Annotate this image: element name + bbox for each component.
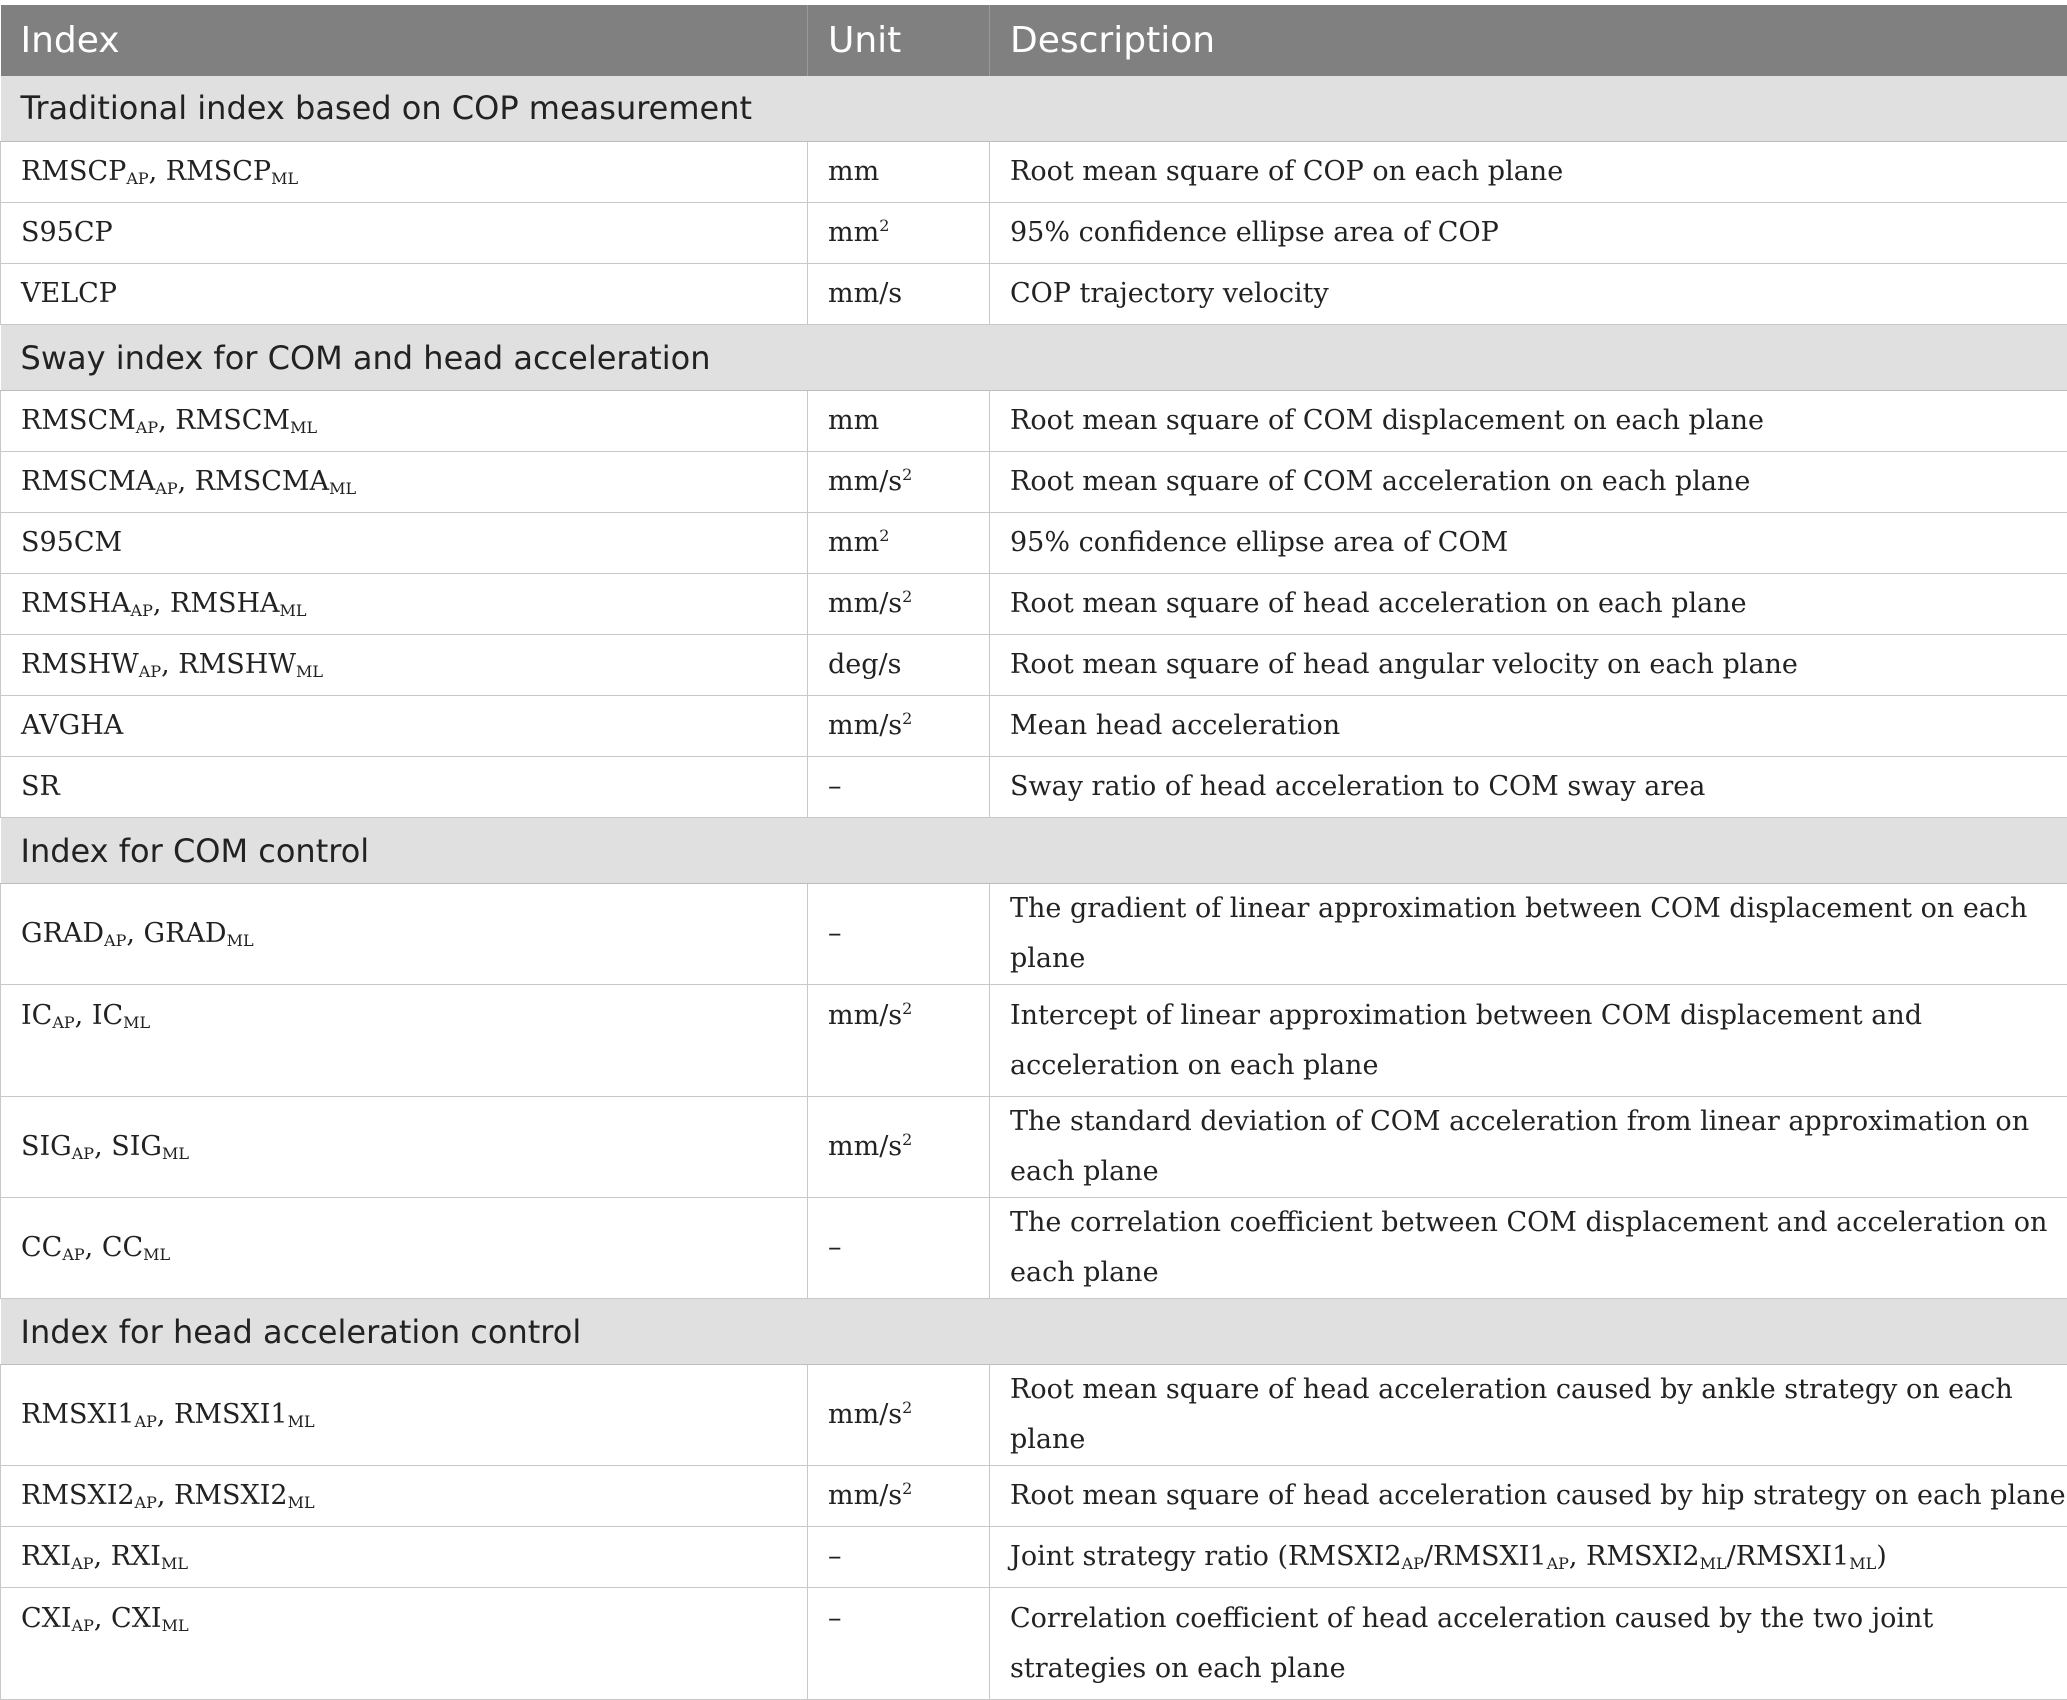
table-row (1, 574, 2067, 635)
cell-superscript: 2 (879, 216, 889, 235)
cell-index (1, 574, 808, 635)
cell-text: IC (21, 1000, 52, 1031)
cell-subscript: ML (296, 662, 323, 681)
cell-subscript: AP (72, 1144, 94, 1163)
cell-subscript: ML (290, 418, 317, 437)
cell-text: Root mean square of head acceleration caused by ankle strategy on each plane (1010, 1374, 2013, 1455)
cell-superscript: 2 (902, 1398, 912, 1417)
cell-subscript: ML (123, 1013, 150, 1032)
cell-superscript: 2 (902, 465, 912, 484)
cell-index (1, 985, 808, 1097)
cell-text: Root mean square of COP on each plane (1010, 156, 1563, 187)
cell-text: AVGHA (21, 710, 123, 741)
cell-text: – (828, 918, 842, 949)
cell-text: Mean head acceleration (1010, 710, 1340, 741)
table-row (1, 513, 2067, 574)
table-row (1, 635, 2067, 696)
cell-description (990, 1527, 2067, 1588)
section-header-row (1, 1299, 2067, 1365)
cell-text: Joint strategy ratio (RMSXI2 (1010, 1541, 1402, 1572)
cell-unit (808, 696, 990, 757)
cell-description (990, 452, 2067, 513)
cell-index (1, 635, 808, 696)
table-row (1, 757, 2067, 818)
cell-unit (808, 1097, 990, 1198)
cell-unit (808, 1198, 990, 1299)
cell-index (1, 1588, 808, 1700)
cell-unit (808, 1365, 990, 1466)
cell-superscript: 2 (879, 526, 889, 545)
cell-text: , RMSXI2 (1569, 1541, 1700, 1572)
table-row (1, 1198, 2067, 1299)
cell-subscript: ML (288, 1493, 315, 1512)
cell-unit (808, 1527, 990, 1588)
cell-text: – (828, 1232, 842, 1263)
cell-unit (808, 264, 990, 325)
cell-subscript: AP (131, 601, 153, 620)
cell-text: , RMSHW (161, 649, 296, 680)
cell-text: deg/s (828, 649, 902, 680)
cell-text: GRAD (21, 918, 104, 949)
cell-text: RMSCP (21, 156, 126, 187)
cell-text: , CC (85, 1232, 143, 1263)
cell-index (1, 757, 808, 818)
table-row (1, 1588, 2067, 1700)
section-header-row (1, 818, 2067, 884)
cell-index (1, 1466, 808, 1527)
cell-subscript: AP (72, 1616, 94, 1635)
cell-index (1, 264, 808, 325)
cell-text: The gradient of linear approximation between COM displacement on each plane (1010, 893, 2027, 974)
cell-text: 95% confidence ellipse area of COP (1010, 217, 1499, 248)
cell-text: RMSHA (21, 588, 131, 619)
cell-subscript: ML (271, 169, 298, 188)
cell-text: SR (21, 771, 60, 802)
cell-text: mm/s (828, 278, 902, 309)
cell-subscript: ML (143, 1245, 170, 1264)
cell-text: – (828, 771, 842, 802)
cell-subscript: AP (136, 418, 158, 437)
cell-description (990, 1198, 2067, 1299)
cell-text: SIG (21, 1131, 72, 1162)
cell-text: RMSCMA (21, 466, 155, 497)
cell-text: VELCP (21, 278, 117, 309)
cell-superscript: 2 (902, 1130, 912, 1149)
cell-index (1, 1097, 808, 1198)
table-row (1, 452, 2067, 513)
section-title: Index for head acceleration control (1, 1299, 2067, 1365)
section-title: Traditional index based on COP measurement (1, 76, 2067, 142)
cell-description (990, 391, 2067, 452)
cell-text: mm/s (828, 710, 902, 741)
cell-text: CC (21, 1232, 62, 1263)
cell-text: mm/s (828, 588, 902, 619)
table-header (1, 3, 2067, 76)
cell-text: mm/s (828, 1480, 902, 1511)
cell-text: RMSHW (21, 649, 139, 680)
cell-subscript: AP (126, 169, 148, 188)
cell-index (1, 1365, 808, 1466)
cell-text: , RMSXI2 (157, 1480, 288, 1511)
cell-index (1, 391, 808, 452)
cell-subscript: AP (71, 1554, 93, 1573)
cell-description (990, 1097, 2067, 1198)
cell-text: , RXI (94, 1541, 161, 1572)
cell-unit (808, 391, 990, 452)
cell-unit (808, 203, 990, 264)
section-header-row (1, 325, 2067, 391)
cell-subscript: AP (1547, 1554, 1569, 1573)
cell-superscript: 2 (902, 709, 912, 728)
cell-subscript: ML (280, 601, 307, 620)
cell-index (1, 696, 808, 757)
cell-text: Root mean square of COM acceleration on each plane (1010, 466, 1750, 497)
cell-text: /RMSXI1 (1424, 1541, 1547, 1572)
cell-text: RXI (21, 1541, 71, 1572)
cell-text: Root mean square of head acceleration on each plane (1010, 588, 1747, 619)
cell-index (1, 142, 808, 203)
cell-subscript: ML (162, 1616, 189, 1635)
cell-description (990, 513, 2067, 574)
table-body (1, 76, 2067, 1700)
cell-text: , RMSCM (158, 405, 290, 436)
cell-text: CXI (21, 1603, 72, 1634)
cell-description (990, 203, 2067, 264)
cell-text: ) (1876, 1541, 1887, 1572)
table-row (1, 1365, 2067, 1466)
cell-text: mm/s (828, 466, 902, 497)
cell-text: – (828, 1603, 842, 1634)
cell-subscript: AP (62, 1245, 84, 1264)
column-header-index: Index (1, 3, 808, 76)
cell-text: mm/s (828, 1000, 902, 1031)
table-row (1, 1466, 2067, 1527)
cell-subscript: AP (104, 931, 126, 950)
cell-text: mm (828, 217, 879, 248)
cell-text: , CXI (94, 1603, 162, 1634)
cell-description (990, 985, 2067, 1097)
cell-text: Root mean square of COM displacement on each plane (1010, 405, 1764, 436)
cell-unit (808, 884, 990, 985)
section-header-row (1, 76, 2067, 142)
cell-unit (808, 985, 990, 1097)
cell-unit (808, 757, 990, 818)
cell-text: Sway ratio of head acceleration to COM sway area (1010, 771, 1705, 802)
cell-text: mm (828, 527, 879, 558)
cell-text: RMSXI1 (21, 1399, 135, 1430)
cell-index (1, 1198, 808, 1299)
cell-description (990, 264, 2067, 325)
cell-unit (808, 513, 990, 574)
cell-subscript: AP (1402, 1554, 1424, 1573)
cell-text: Correlation coefficient of head acceleration caused by the two joint strategies on each plane (1010, 1603, 1933, 1684)
cell-description (990, 574, 2067, 635)
cell-text: S95CM (21, 527, 122, 558)
cell-unit (808, 1588, 990, 1700)
cell-unit (808, 635, 990, 696)
cell-text: , RMSXI1 (157, 1399, 288, 1430)
cell-subscript: ML (1700, 1554, 1727, 1573)
cell-text: , RMSCP (149, 156, 271, 187)
cell-subscript: AP (155, 479, 177, 498)
cell-text: , IC (75, 1000, 124, 1031)
cell-text: Intercept of linear approximation between COM displacement and acceleration on each plane (1010, 1000, 1922, 1081)
cell-subscript: AP (135, 1493, 157, 1512)
cell-unit (808, 1466, 990, 1527)
table-row (1, 264, 2067, 325)
table-row (1, 391, 2067, 452)
cell-subscript: AP (139, 662, 161, 681)
cell-description (990, 1365, 2067, 1466)
table-row (1, 884, 2067, 985)
cell-index (1, 203, 808, 264)
cell-index (1, 513, 808, 574)
cell-unit (808, 452, 990, 513)
cell-text: mm (828, 156, 879, 187)
cell-text: mm/s (828, 1131, 902, 1162)
cell-description (990, 884, 2067, 985)
cell-subscript: ML (329, 479, 356, 498)
cell-superscript: 2 (902, 1479, 912, 1498)
cell-subscript: AP (52, 1013, 74, 1032)
column-header-description: Description (990, 3, 2067, 76)
cell-text: RMSXI2 (21, 1480, 135, 1511)
cell-text: Root mean square of head angular velocity on each plane (1010, 649, 1798, 680)
table-row (1, 142, 2067, 203)
cell-text: RMSCM (21, 405, 136, 436)
cell-subscript: ML (1849, 1554, 1876, 1573)
cell-index (1, 884, 808, 985)
section-title: Index for COM control (1, 818, 2067, 884)
cell-subscript: ML (162, 1144, 189, 1163)
cell-index (1, 1527, 808, 1588)
cell-description (990, 1588, 2067, 1700)
cell-unit (808, 574, 990, 635)
cell-text: , GRAD (126, 918, 226, 949)
cell-text: , RMSCMA (178, 466, 329, 497)
cell-text: 95% confidence ellipse area of COM (1010, 527, 1508, 558)
table-row (1, 1527, 2067, 1588)
header-row (1, 3, 2067, 76)
column-header-unit: Unit (808, 3, 990, 76)
table-row (1, 696, 2067, 757)
cell-superscript: 2 (902, 587, 912, 606)
cell-text: The correlation coefficient between COM displacement and acceleration on each plane (1010, 1207, 2047, 1288)
table-row (1, 985, 2067, 1097)
cell-subscript: AP (135, 1412, 157, 1431)
cell-text: Root mean square of head acceleration caused by hip strategy on each plane (1010, 1480, 2066, 1511)
cell-description (990, 142, 2067, 203)
cell-description (990, 635, 2067, 696)
cell-unit (808, 142, 990, 203)
cell-description (990, 696, 2067, 757)
cell-text: mm (828, 405, 879, 436)
cell-subscript: ML (227, 931, 254, 950)
cell-superscript: 2 (902, 999, 912, 1018)
cell-text: – (828, 1541, 842, 1572)
section-title: Sway index for COM and head acceleration (1, 325, 2067, 391)
cell-text: The standard deviation of COM acceleration from linear approximation on each plane (1010, 1106, 2029, 1187)
cell-description (990, 757, 2067, 818)
cell-text: mm/s (828, 1399, 902, 1430)
cell-text: , RMSHA (153, 588, 280, 619)
table-row (1, 203, 2067, 264)
cell-subscript: ML (161, 1554, 188, 1573)
cell-description (990, 1466, 2067, 1527)
cell-text: /RMSXI1 (1727, 1541, 1850, 1572)
cell-text: COP trajectory velocity (1010, 278, 1329, 309)
cell-text: S95CP (21, 217, 113, 248)
table-row (1, 1097, 2067, 1198)
cell-index (1, 452, 808, 513)
cell-subscript: ML (288, 1412, 315, 1431)
cell-text: , SIG (94, 1131, 162, 1162)
